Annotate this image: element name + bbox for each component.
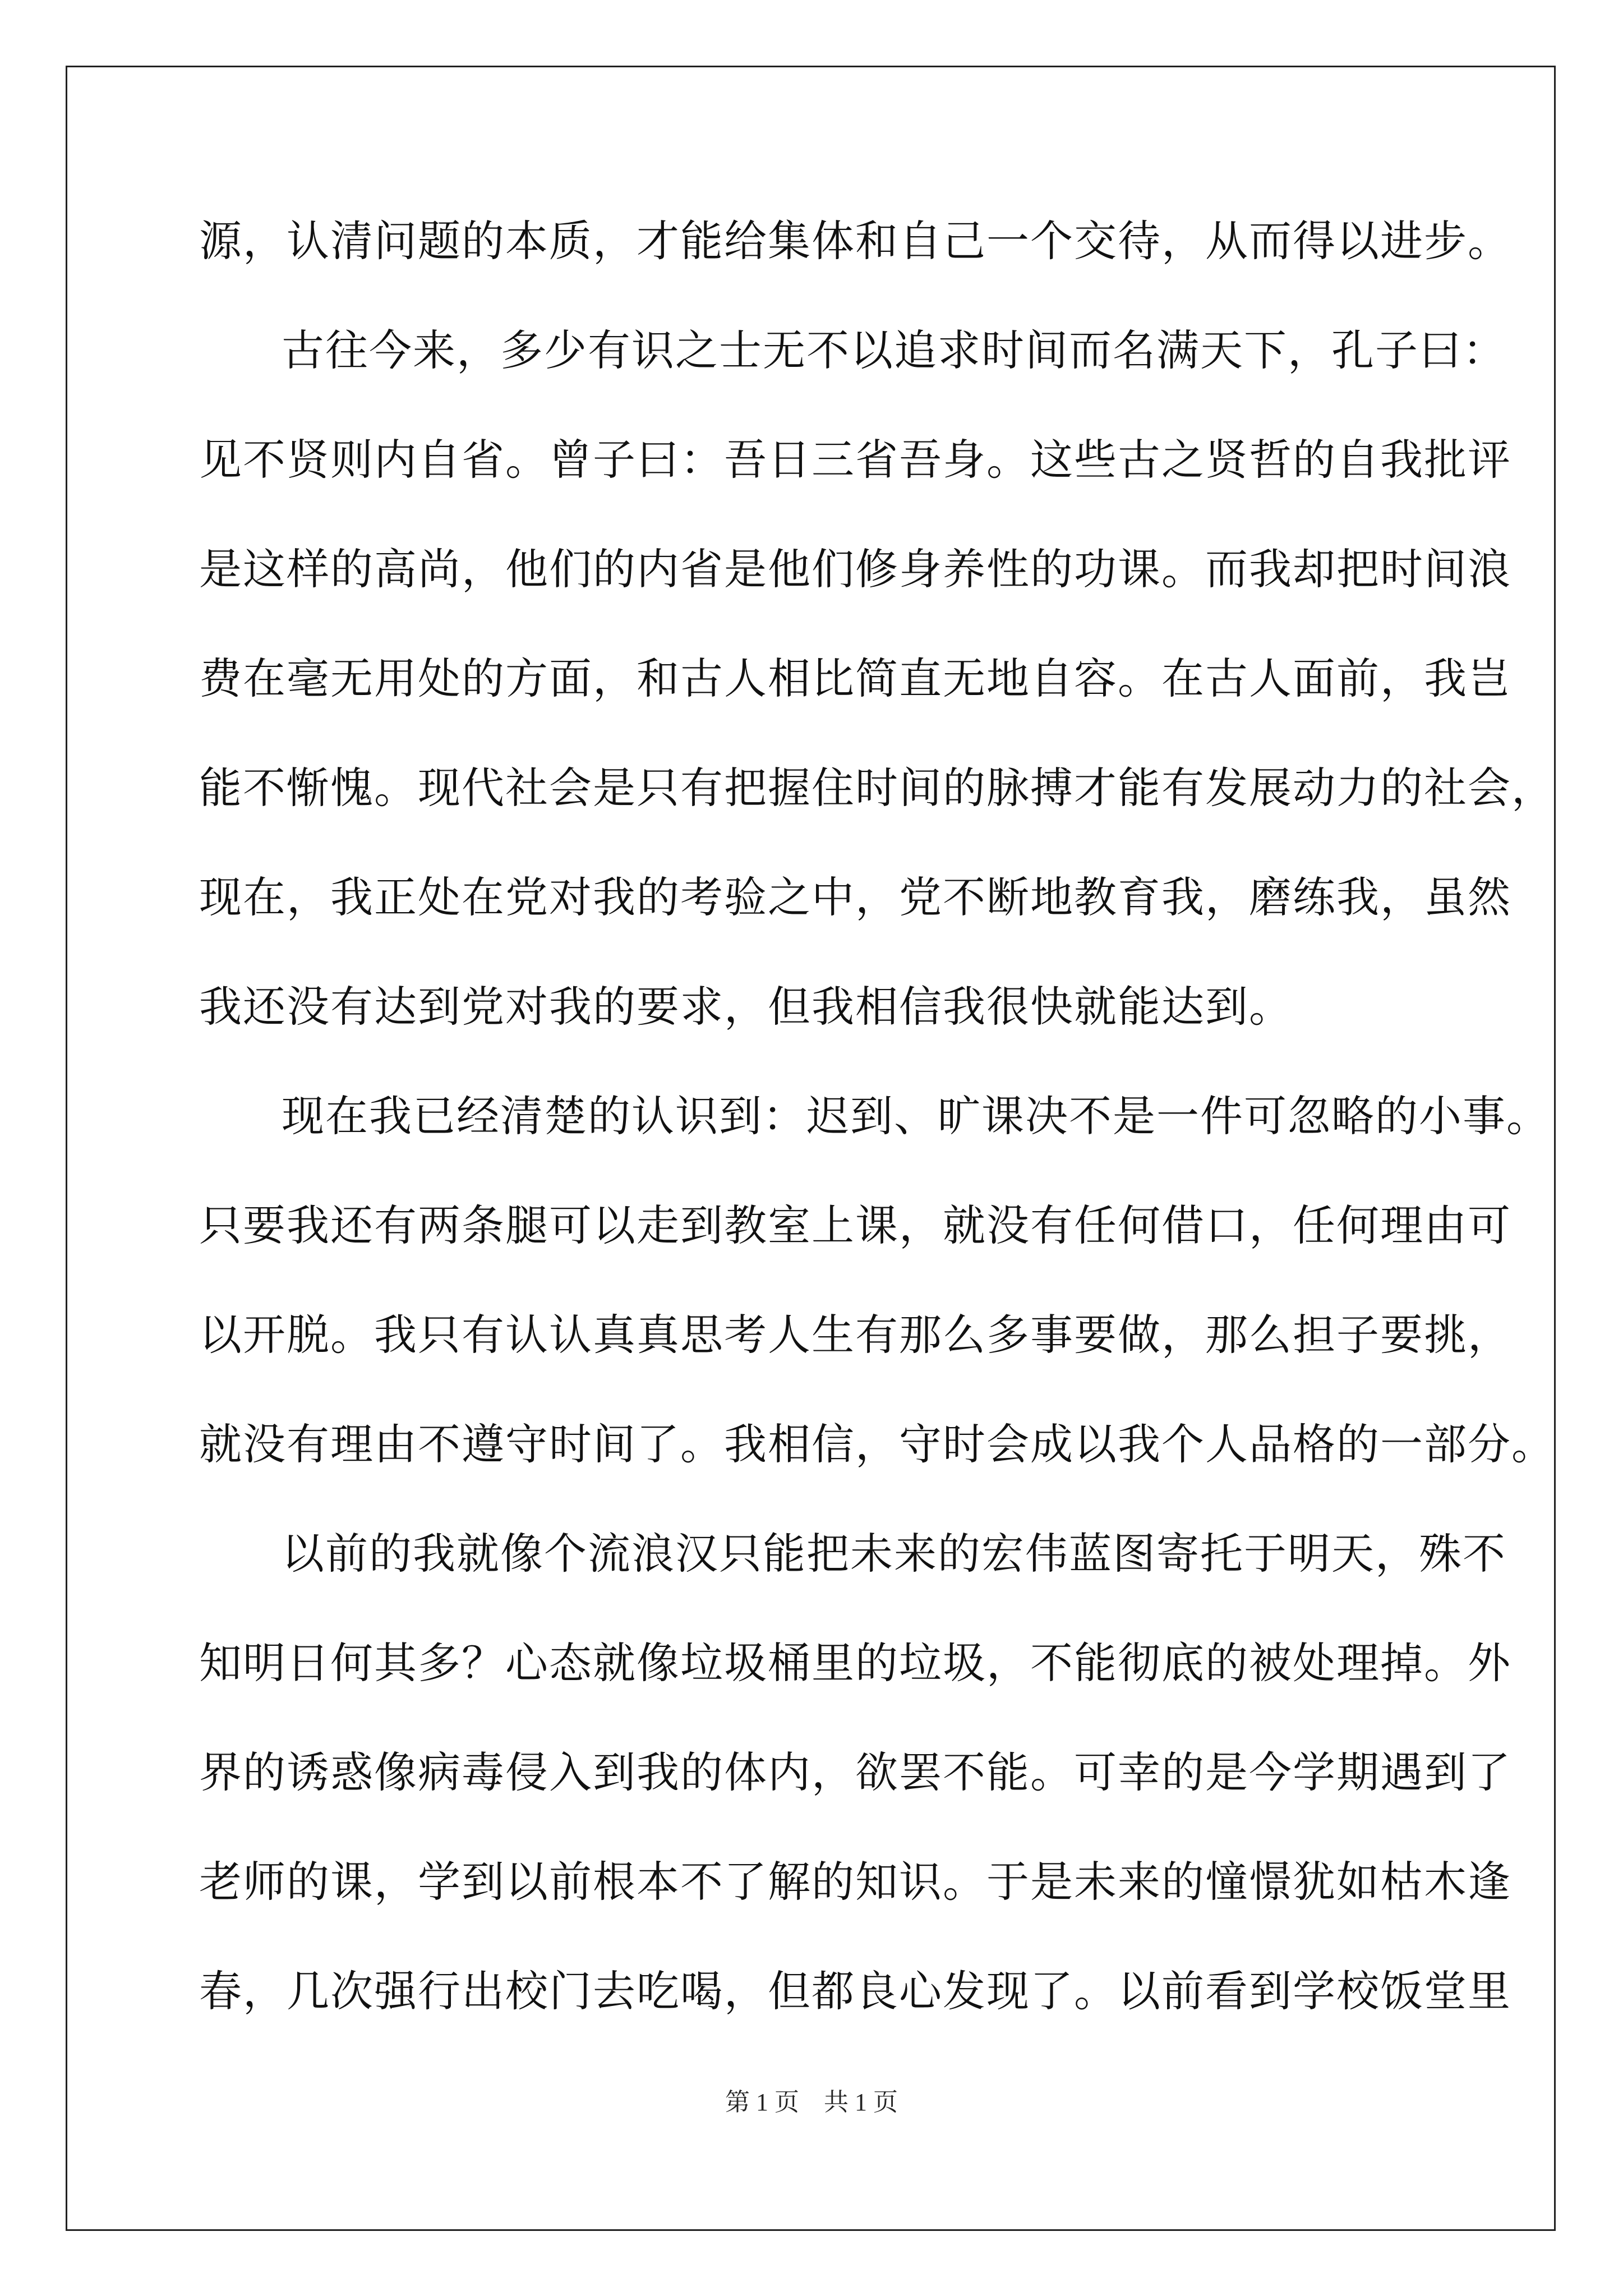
text-line: 见不贤则内自省。曾子曰：吾日三省吾身。这些古之贤哲的自我批评 — [199, 435, 1511, 485]
text-line: 知明日何其多？心态就像垃圾桶里的垃圾，不能彻底的被处理掉。外 — [199, 1638, 1511, 1688]
text-line: 春，几次强行出校门去吃喝，但都良心发现了。以前看到学校饭堂里 — [199, 1966, 1511, 2016]
paragraph-first-line: 以前的我就像个流浪汉只能把未来的宏伟蓝图寄托于明天，殊不 — [282, 1529, 1506, 1579]
text-line: 我还没有达到党对我的要求，但我相信我很快就能达到。 — [199, 982, 1293, 1032]
text-line: 能不惭愧。现代社会是只有把握住时间的脉搏才能有发展动力的社会， — [199, 763, 1555, 813]
text-line: 源，认清问题的本质，才能给集体和自己一个交待，从而得以进步。 — [199, 216, 1511, 266]
text-line: 是这样的高尚，他们的内省是他们修身养性的功课。而我却把时间浪 — [199, 544, 1511, 594]
text-line: 费在毫无用处的方面，和古人相比简直无地自容。在古人面前，我岂 — [199, 654, 1511, 703]
text-line: 只要我还有两条腿可以走到教室上课，就没有任何借口，任何理由可 — [199, 1200, 1511, 1250]
text-line: 界的诱惑像病毒侵入到我的体内，欲罢不能。可幸的是今学期遇到了 — [199, 1747, 1511, 1797]
text-line: 老师的课，学到以前根本不了解的知识。于是未来的憧憬犹如枯木逢 — [199, 1857, 1511, 1907]
paragraph-first-line: 古往今来，多少有识之士无不以追求时间而名满天下，孔子曰： — [282, 325, 1506, 375]
text-line: 就没有理由不遵守时间了。我相信，守时会成以我个人品格的一部分。 — [199, 1419, 1555, 1469]
paragraph-first-line: 现在我已经清楚的认识到：迟到、旷课决不是一件可忽略的小事。 — [282, 1091, 1550, 1141]
page-number-footer: 第 1 页 共 1 页 — [725, 2088, 898, 2116]
text-line: 以开脱。我只有认认真真思考人生有那么多事要做，那么担子要挑， — [199, 1310, 1511, 1360]
text-line: 现在，我正处在党对我的考验之中，党不断地教育我，磨练我，虽然 — [199, 872, 1511, 922]
